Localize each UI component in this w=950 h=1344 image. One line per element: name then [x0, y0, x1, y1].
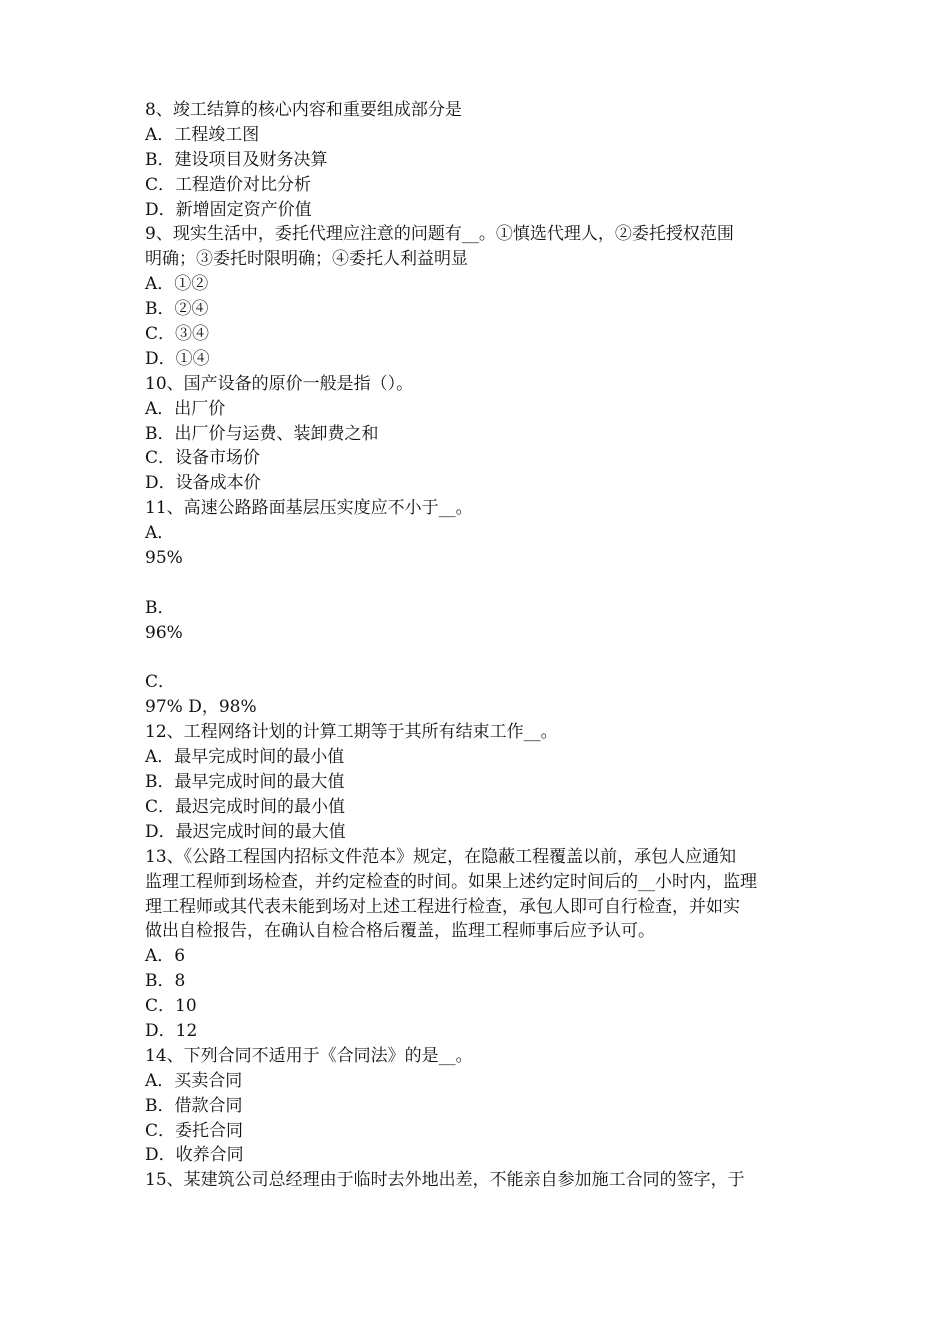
question-11-option-a-value: 95% [145, 548, 183, 569]
question-12-stem: 12、工程网络计划的计算工期等于其所有结束工作__。 [145, 722, 558, 743]
question-13-stem-line-1: 13、《公路工程国内招标文件范本》规定，在隐蔽工程覆盖以前，承包人应通知 [145, 846, 737, 867]
question-8-stem: 8、竣工结算的核心内容和重要组成部分是 [145, 100, 462, 120]
question-10-option-b: B．出厂价与运费、装卸费之和 [145, 423, 379, 444]
question-12-option-c: C．最迟完成时间的最小值 [145, 796, 346, 817]
question-11-option-c-d-values: 97% D，98% [145, 697, 257, 718]
question-11-option-a-label: A． [145, 523, 175, 544]
question-14-option-b: B．借款合同 [145, 1095, 243, 1116]
blank-line [145, 646, 813, 671]
question-8-option-b: B．建设项目及财务决算 [145, 149, 328, 170]
question-11-option-b-value: 96% [145, 622, 183, 643]
question-8-option-d: D．新增固定资产价值 [145, 199, 312, 220]
question-9-option-b: B．②④ [145, 299, 209, 320]
question-12-option-b: B．最早完成时间的最大值 [145, 772, 345, 793]
question-9-option-c: C．③④ [145, 324, 210, 345]
question-14-option-c: C．委托合同 [145, 1120, 244, 1141]
question-13-option-b: B．8 [145, 971, 186, 992]
question-9-option-d: D．①④ [145, 348, 210, 369]
question-8-option-c: C．工程造价对比分析 [145, 174, 312, 195]
question-9-stem-line-1: 9、现实生活中，委托代理应注意的问题有__。①慎选代理人，②委托授权范围 [145, 224, 734, 245]
question-9-option-a: A．①② [145, 274, 209, 295]
question-12-option-d: D．最迟完成时间的最大值 [145, 821, 346, 842]
question-11-option-c-label: C． [145, 672, 176, 693]
blank-line [145, 571, 813, 596]
question-13-option-c: C．10 [145, 996, 197, 1017]
question-9-stem-line-2: 明确；③委托时限明确；④委托人利益明显 [145, 249, 468, 270]
question-13-stem-line-4: 做出自检报告，在确认自检合格后覆盖，监理工程师事后应予认可。 [145, 921, 655, 942]
question-11-stem: 11、高速公路路面基层压实度应不小于__。 [145, 498, 473, 519]
document-body [145, 98, 813, 1193]
question-15-stem-line-1: 15、某建筑公司总经理由于临时去外地出差，不能亲自参加施工合同的签字，于 [145, 1170, 745, 1191]
question-13-stem-line-3: 理工程师或其代表未能到场对上述工程进行检查，承包人即可自行检查，并如实 [145, 896, 740, 917]
question-10-option-d: D．设备成本价 [145, 473, 261, 494]
question-11-option-b-label: B． [145, 597, 175, 618]
question-13-option-a: A．6 [145, 946, 186, 967]
question-14-option-d: D．收养合同 [145, 1145, 244, 1166]
question-12-option-a: A．最早完成时间的最小值 [145, 747, 345, 768]
question-14-option-a: A．买卖合同 [145, 1070, 243, 1091]
question-8-option-a: A．工程竣工图 [145, 124, 260, 145]
question-10-option-c: C．设备市场价 [145, 448, 261, 469]
question-14-stem: 14、下列合同不适用于《合同法》的是__。 [145, 1045, 473, 1066]
question-13-option-d: D．12 [145, 1020, 198, 1041]
question-10-option-a: A．出厂价 [145, 398, 226, 419]
question-13-stem-line-2: 监理工程师到场检查，并约定检查的时间。如果上述约定时间后的__小时内，监理 [145, 871, 757, 892]
question-10-stem: 10、国产设备的原价一般是指（）。 [145, 373, 414, 394]
